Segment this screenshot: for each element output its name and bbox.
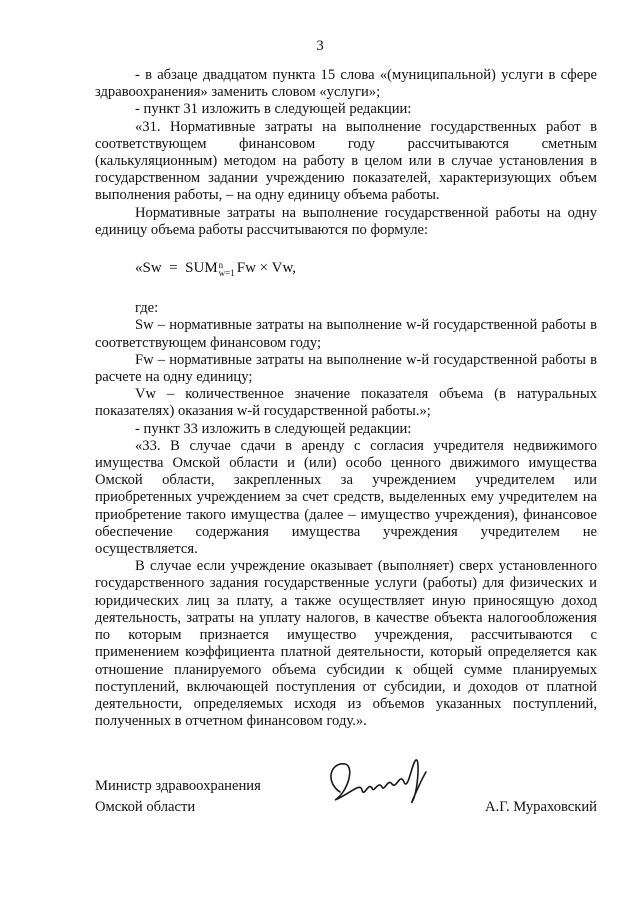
formula-limits: [219, 261, 235, 277]
page-number: 3: [316, 38, 324, 54]
paragraph: «33. В случае сдачи в аренду с согласия учредителя недвижимого имущества Омской области и (или) особо ценного движимого имущества Омской области, закрепленных за учреждением учредителем или приобретенных учреждением за счет средств, выделенных ему учредителем на приобретение такого имущества (далее – имущество учреждения), финансовое обеспечение содержания имущества учреждения учредителем не осуществляется.: [95, 437, 597, 558]
paragraph: Нормативные затраты на выполнение государственной работы на одну единицу объема работы рассчитываются по формуле:: [95, 204, 597, 238]
signer-title: [95, 776, 261, 818]
paragraph: В случае если учреждение оказывает (выполняет) сверх установленного государственного задания государственные услуги (работы) для физических и юридических лиц за плату, а также осуществляет иную приносящую доход деятельность, затраты на уплату налогов, в качестве объекта налогообложения по которым признается имущество учреждения, рассчитываются с применением коэффициента платной деятельности, который определяется как отношение планируемого объема субсидии к общей сумме планируемых поступлений, включающей поступления от субсидии, и доходов от платной деятельности, определяемых исходя из объемов указанных поступлений, полученных в отчетном финансовом году.».: [95, 558, 597, 730]
paragraph: где:: [135, 300, 159, 317]
handwritten-signature: [320, 752, 440, 822]
paragraph: Fw – нормативные затраты на выполнение w-й государственной работы в расчете на одну единицу;: [95, 351, 597, 386]
formula-sum: SUM: [185, 260, 218, 277]
formula-lhs: «Sw: [135, 260, 162, 277]
paragraph: - пункт 33 изложить в следующей редакции:: [135, 420, 412, 437]
formula: [95, 260, 597, 277]
formula-rhs: Fw × Vw,: [236, 260, 297, 277]
paragraph: Vw – количественное значение показателя объема (в натуральных показателях) оказания w-й государственной работы.»;: [95, 386, 597, 420]
document-body: [95, 67, 597, 730]
formula-sup: n: [218, 259, 224, 270]
paragraph: «31. Нормативные затраты на выполнение государственных работ в соответствующем финансовом году рассчитываются сметным (калькуляционным) методом на работу в целом или в случае установления в государственном задании учреждению показателей, характеризующих объем выполнения работы, – на одну единицу объема работы.: [95, 118, 597, 204]
signer-title-line: Министр здравоохранения: [95, 778, 261, 794]
signer-name: А.Г. Мураховский: [485, 799, 597, 815]
signer-title-line: Омской области: [95, 799, 196, 815]
formula-equals: =: [169, 260, 178, 277]
paragraph: - пункт 31 изложить в следующей редакции:: [135, 101, 412, 118]
paragraph: - в абзаце двадцатом пункта 15 слова «(муниципальной) услуги в сфере здравоохранения» заменить словом «услуги»;: [95, 67, 597, 101]
formula-sub: w=1: [218, 267, 235, 278]
paragraph: Sw – нормативные затраты на выполнение w-й государственной работы в соответствующем финансовом году;: [95, 317, 597, 351]
